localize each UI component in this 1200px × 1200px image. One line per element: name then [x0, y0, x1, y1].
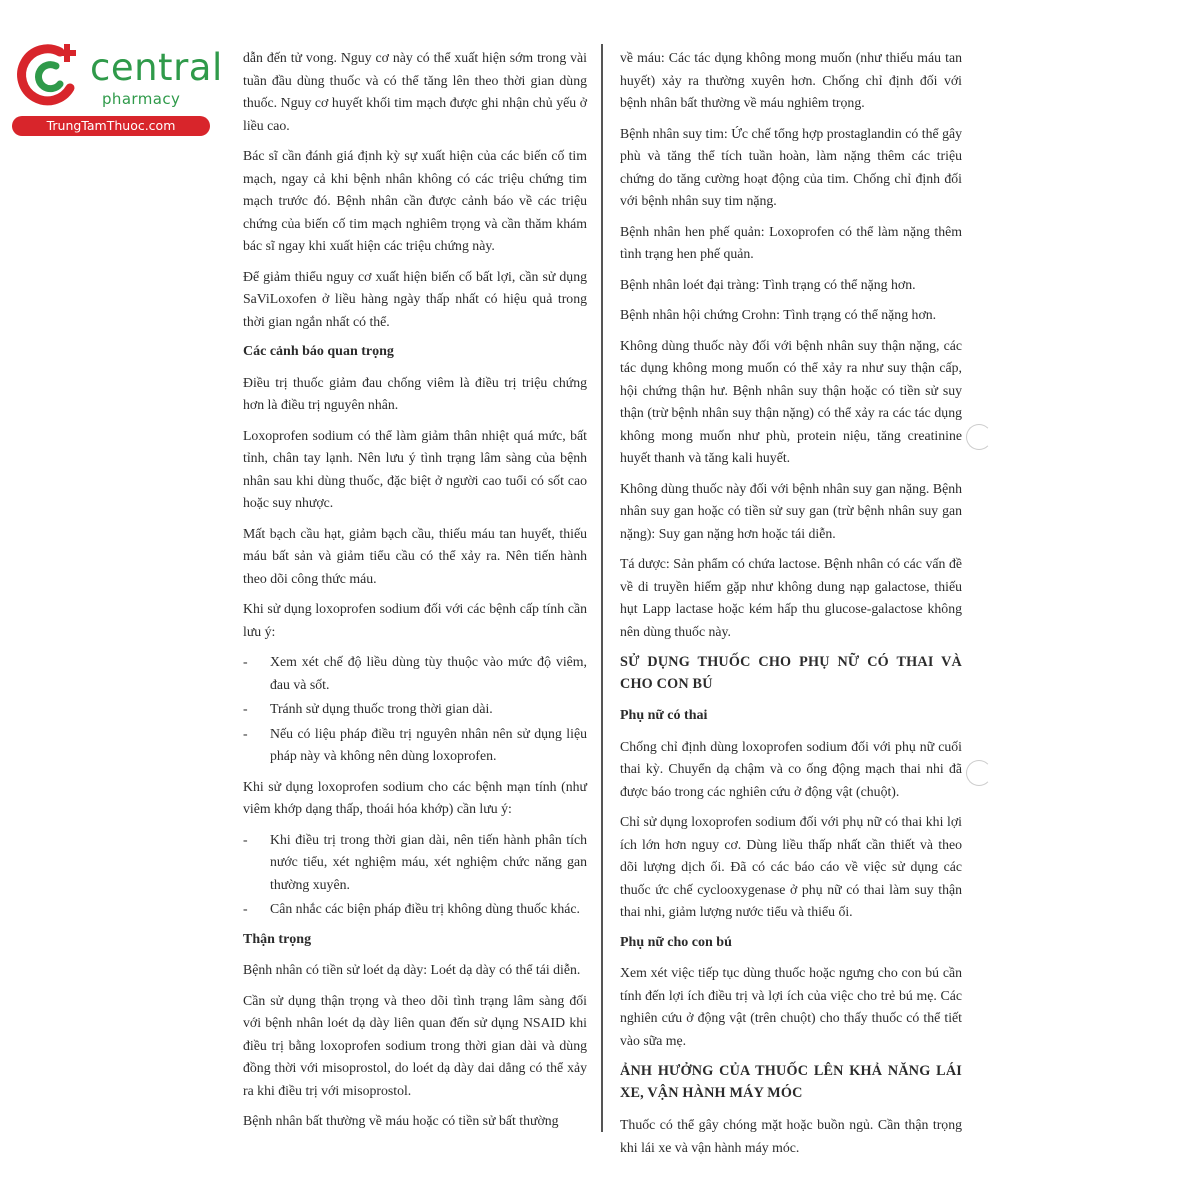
left-column: [243, 47, 587, 1141]
paragraph: Điều trị thuốc giảm đau chống viêm là điều trị triệu chứng hơn là điều trị nguyên nhân.: [243, 374, 587, 412]
right-column: [620, 47, 962, 1167]
paragraph: Tá dược: Sản phẩm có chứa lactose. Bệnh nhân có các vấn đề về di truyền hiếm gặp như không dung nạp galactose, thiếu hụt Lapp lactase hoặc kém hấp thu glucose-galactose không nên dùng thuốc này.: [620, 556, 962, 639]
subheading-breastfeeding: Phụ nữ cho con bú: [620, 934, 732, 950]
paragraph: Bệnh nhân suy tim: Ức chế tổng hợp prostaglandin có thể gây phù và tăng thể tích tuần hoàn, làm nặng thêm các triệu chứng do tăng cường hoạt động của tim. Chống chỉ định đối với bệnh nhân suy tim nặng.: [620, 125, 962, 208]
section-heading-warnings: Các cảnh báo quan trọng: [243, 344, 394, 359]
paragraph: Bệnh nhân bất thường về máu hoặc có tiền sử bất thường: [243, 1113, 559, 1128]
paragraph: Bệnh nhân có tiền sử loét dạ dày: Loét dạ dày có thể tái diễn.: [243, 962, 581, 977]
subheading-pregnant: Phụ nữ có thai: [620, 708, 708, 723]
logo-sub-text: pharmacy: [102, 90, 181, 108]
paragraph: Xem xét việc tiếp tục dùng thuốc hoặc ngưng cho con bú cần tính đến lợi ích điều trị và lợi ích của việc cho trẻ bú mẹ. Các nghiên cứu ở động vật (trên chuột) cho thấy thuốc có thể tiết vào sữa mẹ.: [620, 965, 962, 1048]
chronic-disease-list: [243, 829, 587, 921]
punch-hole-mark: [966, 424, 992, 450]
acute-disease-list: [243, 651, 587, 768]
list-item: - Nếu có liệu pháp điều trị nguyên nhân nên sử dụng liệu pháp này và không nên dùng loxoprofen.: [243, 723, 587, 768]
paragraph: Bác sĩ cần đánh giá định kỳ sự xuất hiện của các biến cố tim mạch, ngay cả khi bệnh nhân không có các triệu chứng tim mạch trước đó. Bệnh nhân cần được cảnh báo về các triệu chứng của biến cố tim mạch nghiêm trọng và cần thăm khám bác sĩ ngay khi xuất hiện các triệu chứng này.: [243, 148, 587, 253]
logo-site-banner: TrungTamThuoc.com: [12, 116, 210, 136]
paragraph: Khi sử dụng loxoprofen sodium đối với các bệnh cấp tính cần lưu ý:: [243, 601, 587, 639]
list-item: - Xem xét chế độ liều dùng tùy thuộc vào mức độ viêm, đau và sốt.: [243, 651, 587, 696]
paragraph: Bệnh nhân hội chứng Crohn: Tình trạng có thể nặng hơn.: [620, 307, 937, 322]
section-heading-caution: Thận trọng: [243, 931, 312, 947]
paragraph: Chống chỉ định dùng loxoprofen sodium đối với phụ nữ cuối thai kỳ. Chuyển dạ chậm và co ống động mạch thai nhi đã được báo trong các nghiên cứu ở động vật (chuột).: [620, 738, 962, 799]
paragraph: Thuốc có thể gây chóng mặt hoặc buồn ngủ. Cần thận trọng khi lái xe và vận hành máy móc.: [620, 1117, 962, 1155]
section-heading-driving: ẢNH HƯỞNG CỦA THUỐC LÊN KHẢ NĂNG LÁI XE, VẬN HÀNH MÁY MÓC: [620, 1063, 962, 1101]
list-item: - Khi điều trị trong thời gian dài, nên tiến hành phân tích nước tiểu, xét nghiệm máu, xét nghiệm chức năng gan thường xuyên.: [243, 829, 587, 897]
paragraph: dẫn đến tử vong. Nguy cơ này có thể xuất hiện sớm trong vài tuần đầu dùng thuốc và có thể tăng lên theo thời gian dùng thuốc. Nguy cơ huyết khối tim mạch được ghi nhận chủ yếu ở liều cao.: [243, 50, 587, 133]
paragraph: Mất bạch cầu hạt, giảm bạch cầu, thiếu máu tan huyết, thiếu máu bất sản và giảm tiểu cầu có thể xảy ra. Nên tiến hành theo dõi công thức máu.: [243, 525, 587, 586]
paragraph: Không dùng thuốc này đối với bệnh nhân suy gan nặng. Bệnh nhân suy gan hoặc có tiền sử suy gan (trừ bệnh nhân suy gan nặng): Suy gan nặng hơn hoặc tái diễn.: [620, 480, 962, 541]
paragraph: về máu: Các tác dụng không mong muốn (như thiếu máu tan huyết) xảy ra thường xuyên hơn. Chống chỉ định đối với bệnh nhân bất thường về máu nghiêm trọng.: [620, 50, 962, 110]
logo-brand-text: central: [90, 46, 223, 89]
punch-hole-mark: [966, 760, 992, 786]
paragraph: Để giảm thiểu nguy cơ xuất hiện biến cố bất lợi, cần sử dụng SaViLoxofen ở liều hàng ngày thấp nhất có hiệu quả trong thời gian ngắn nhất có thể.: [243, 268, 587, 329]
paragraph: Bệnh nhân loét đại tràng: Tình trạng có thể nặng hơn.: [620, 276, 916, 292]
list-item: - Cân nhắc các biện pháp điều trị không dùng thuốc khác.: [243, 898, 587, 921]
list-item: - Tránh sử dụng thuốc trong thời gian dài.: [243, 698, 587, 721]
column-divider: [601, 44, 603, 1132]
paragraph: Chỉ sử dụng loxoprofen sodium đối với phụ nữ có thai khi lợi ích lớn hơn nguy cơ. Dùng liều thấp nhất cần thiết và theo dõi lượng dịch ối. Đã có các báo cáo về việc sử dụng các thuốc ức chế cyclooxygenase ở phụ nữ có thai làm suy thận thai nhi, giảm lượng nước tiểu và thiểu ối.: [620, 814, 962, 919]
logo-mark-icon: [12, 38, 92, 114]
central-pharmacy-logo: [12, 38, 223, 138]
paragraph: Bệnh nhân hen phế quản: Loxoprofen có thể làm nặng thêm tình trạng hen phế quản.: [620, 223, 962, 261]
paragraph: Khi sử dụng loxoprofen sodium cho các bệnh mạn tính (như viêm khớp dạng thấp, thoái hóa khớp) cần lưu ý:: [243, 778, 587, 816]
paragraph: Không dùng thuốc này đối với bệnh nhân suy thận nặng, các tác dụng không mong muốn có thể xảy ra như suy thận cấp, hội chứng thận hư. Bệnh nhân suy thận hoặc có tiền sử suy thận (trừ bệnh nhân suy thận nặng) có thể xảy ra các tác dụng không mong muốn như phù, protein niệu, tăng creatinine huyết thanh và tăng kali huyết.: [620, 337, 962, 465]
paragraph: Cần sử dụng thận trọng và theo dõi tình trạng lâm sàng đối với bệnh nhân loét dạ dày liên quan đến sử dụng NSAID khi điều trị bằng loxoprofen sodium trong thời gian dài và dùng đồng thời với misoprostol, do loét dạ dày dai dẳng có thể xảy ra khi điều trị với misoprostol.: [243, 992, 587, 1098]
paragraph: Loxoprofen sodium có thể làm giảm thân nhiệt quá mức, bất tỉnh, chân tay lạnh. Nên lưu ý tình trạng lâm sàng của bệnh nhân sau khi dùng thuốc, đặc biệt ở người cao tuổi có sốt cao hoặc suy nhược.: [243, 427, 587, 510]
section-heading-pregnancy: SỬ DỤNG THUỐC CHO PHỤ NỮ CÓ THAI VÀ CHO CON BÚ: [620, 654, 962, 692]
